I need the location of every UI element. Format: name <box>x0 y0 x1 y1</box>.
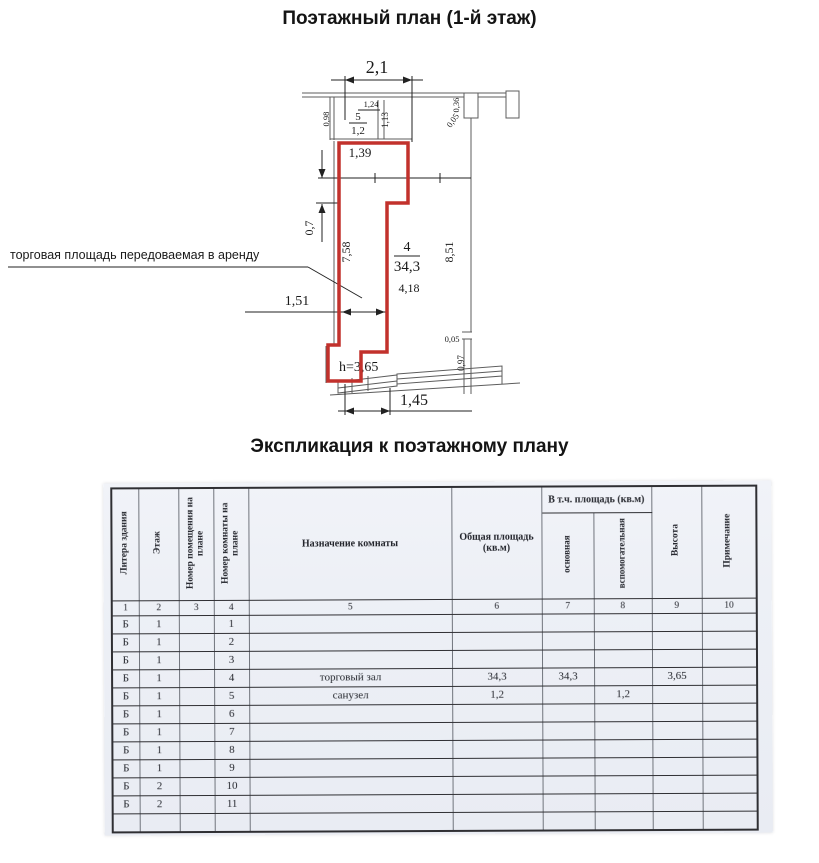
small-room-area: 1,2 <box>351 125 365 137</box>
table-cell <box>452 632 542 650</box>
table-cell: 9 <box>214 759 249 777</box>
table-cell <box>453 812 543 831</box>
explication-title: Экспликация к поэтажному плану <box>250 436 569 457</box>
small-room-number: 5 <box>355 111 361 123</box>
column-number-cell: 1 <box>112 600 139 615</box>
table-cell <box>702 667 757 685</box>
table-cell <box>542 613 594 631</box>
table-cell <box>452 614 542 632</box>
table-cell: Б <box>112 723 139 741</box>
table-cell <box>250 794 453 813</box>
table-cell <box>652 739 702 757</box>
table-cell <box>542 631 594 649</box>
table-cell <box>542 649 594 667</box>
table-cell <box>179 705 214 723</box>
table-cell <box>179 723 214 741</box>
table-cell <box>594 613 652 631</box>
table-cell <box>249 740 452 759</box>
table-cell <box>249 632 452 651</box>
table-cell <box>702 649 757 667</box>
table-cell <box>542 703 594 721</box>
table-cell <box>652 613 702 631</box>
table-cell: Б <box>112 759 139 777</box>
table-cell <box>594 739 652 757</box>
table-cell: 1 <box>139 705 179 723</box>
explication-scan <box>103 481 773 836</box>
column-number-cell: 4 <box>214 600 249 615</box>
table-cell: Б <box>113 777 140 795</box>
table-cell: 2 <box>140 777 180 795</box>
col-header-incl-area: В т.ч. площадь (кв.м) <box>541 486 651 512</box>
table-cell: 1 <box>214 615 249 633</box>
table-cell: торговый зал <box>249 668 452 687</box>
dim-097: 0,97 <box>456 355 466 371</box>
table-cell <box>180 795 215 813</box>
dim-bottom-width: 1,45 <box>400 392 428 409</box>
dim-036: 0,36 <box>451 97 461 113</box>
table-cell <box>653 793 703 811</box>
lease-area-label: торговая площадь передоваемая в аренду <box>10 248 260 262</box>
dim-113: 1,13 <box>380 112 390 128</box>
table-cell <box>249 758 452 777</box>
column-number-cell: 5 <box>249 599 452 615</box>
table-cell <box>250 812 453 831</box>
table-cell <box>652 685 702 703</box>
column-number-cell: 9 <box>652 598 702 613</box>
col-header-aux-area: вспомогательная <box>593 512 651 598</box>
height-note: h=3,65 <box>339 360 379 375</box>
table-cell <box>543 793 595 811</box>
table-cell <box>594 757 652 775</box>
table-cell <box>542 685 594 703</box>
table-cell: Б <box>112 633 139 651</box>
table-cell <box>179 669 214 687</box>
table-cell <box>452 740 542 758</box>
explication-rows <box>112 613 758 832</box>
table-row <box>113 811 758 832</box>
table-cell <box>542 739 594 757</box>
table-cell: 1 <box>139 669 179 687</box>
table-cell: 11 <box>215 795 250 813</box>
table-cell <box>179 615 214 633</box>
table-cell: 6 <box>214 705 249 723</box>
table-cell: Б <box>112 687 139 705</box>
table-cell: 2 <box>140 795 180 813</box>
table-cell: 3,65 <box>652 667 702 685</box>
table-cell <box>595 811 653 830</box>
table-cell <box>249 722 452 741</box>
table-cell <box>652 757 702 775</box>
column-number-cell: 8 <box>594 598 652 613</box>
table-cell <box>452 758 542 776</box>
table-cell <box>452 722 542 740</box>
table-cell <box>250 776 453 795</box>
col-header-main-area: основная <box>541 512 593 598</box>
table-cell: Б <box>112 669 139 687</box>
table-cell <box>652 721 702 739</box>
col-header-height: Высота <box>651 486 701 598</box>
table-cell: 34,3 <box>452 668 542 686</box>
table-cell: 4 <box>214 669 249 687</box>
table-cell: 1,2 <box>452 686 542 704</box>
table-cell <box>543 811 595 830</box>
table-cell <box>595 775 653 793</box>
table-cell <box>653 775 703 793</box>
dim-005-bottom: 0,05 <box>444 334 460 344</box>
col-header-premise-no: Номер помещения на плане <box>178 488 213 600</box>
table-cell <box>702 721 757 739</box>
dim-right-height: 8,51 <box>442 241 456 263</box>
table-cell <box>179 741 214 759</box>
table-cell <box>703 775 758 793</box>
column-number-cell: 3 <box>179 600 214 615</box>
room-area: 34,3 <box>393 259 421 275</box>
table-cell: 3 <box>214 651 249 669</box>
table-cell: 2 <box>214 633 249 651</box>
dim-005-top: 0,05 <box>444 111 461 130</box>
explication-table <box>110 485 759 833</box>
dim-left-height: 7,58 <box>339 241 353 263</box>
table-cell <box>453 794 543 812</box>
column-number-cell: 6 <box>452 599 542 614</box>
table-cell <box>542 757 594 775</box>
table-cell <box>702 631 757 649</box>
table-cell <box>179 633 214 651</box>
table-cell: 1 <box>139 615 179 633</box>
table-cell: Б <box>113 795 140 813</box>
table-cell: 1 <box>139 741 179 759</box>
table-cell <box>702 685 757 703</box>
col-header-litera: Литера здания <box>111 488 138 600</box>
column-number-cell: 2 <box>139 600 179 615</box>
table-cell <box>180 777 215 795</box>
table-cell <box>652 631 702 649</box>
col-header-note: Примечание <box>701 486 756 598</box>
table-cell: 1 <box>139 759 179 777</box>
table-cell <box>703 793 758 811</box>
table-cell: 1 <box>139 687 179 705</box>
dim-step-depth: 0,7 <box>302 220 316 236</box>
plan-title: Поэтажный план (1-й этаж) <box>282 8 537 29</box>
table-cell <box>702 703 757 721</box>
table-cell: Б <box>112 741 139 759</box>
table-cell: 8 <box>214 741 249 759</box>
column-number-cell: 10 <box>702 598 757 613</box>
table-cell <box>249 614 452 633</box>
col-header-purpose: Назначение комнаты <box>248 487 451 600</box>
table-cell: Б <box>112 615 139 633</box>
dim-098: 0,98 <box>321 111 331 127</box>
table-cell <box>594 703 652 721</box>
dimension-lines <box>8 76 472 415</box>
table-cell <box>652 649 702 667</box>
table-cell <box>113 813 140 832</box>
column-number-cell: 7 <box>542 598 594 613</box>
room-number: 4 <box>403 240 411 255</box>
table-cell: 34,3 <box>542 667 594 685</box>
table-cell: санузел <box>249 686 452 705</box>
table-cell <box>594 631 652 649</box>
dim-418: 4,18 <box>398 281 420 295</box>
table-cell: 7 <box>214 723 249 741</box>
table-cell <box>652 703 702 721</box>
dim-124: 1,24 <box>363 99 379 109</box>
table-cell <box>542 721 594 739</box>
dim-top-width: 2,1 <box>365 57 389 77</box>
table-cell <box>179 759 214 777</box>
table-cell <box>595 793 653 811</box>
table-cell <box>452 704 542 722</box>
table-cell: 1,2 <box>594 685 652 703</box>
table-cell: Б <box>112 651 139 669</box>
table-cell <box>249 704 452 723</box>
col-header-room-no: Номер комнаты на плане <box>213 488 248 600</box>
table-cell <box>140 813 180 832</box>
col-header-total-area: Общая площадь (кв.м) <box>451 487 541 599</box>
table-cell <box>702 613 757 631</box>
dim-corridor-width: 1,51 <box>284 294 310 309</box>
table-cell: 1 <box>139 651 179 669</box>
table-cell: 5 <box>214 687 249 705</box>
table-cell <box>703 811 758 830</box>
table-cell: 1 <box>139 723 179 741</box>
table-cell <box>653 811 703 830</box>
table-cell <box>594 721 652 739</box>
table-cell <box>215 813 250 832</box>
table-cell <box>180 813 215 832</box>
table-cell <box>249 650 452 669</box>
table-cell: 1 <box>139 633 179 651</box>
table-cell: 10 <box>215 777 250 795</box>
table-cell <box>179 687 214 705</box>
table-cell <box>702 739 757 757</box>
table-cell <box>179 651 214 669</box>
table-cell <box>594 649 652 667</box>
table-cell <box>594 667 652 685</box>
table-cell <box>543 775 595 793</box>
dim-inner-top-width: 1,39 <box>348 145 372 160</box>
table-cell <box>702 757 757 775</box>
table-cell <box>452 650 542 668</box>
table-cell <box>453 776 543 794</box>
building-walls <box>302 91 520 395</box>
table-cell: Б <box>112 705 139 723</box>
col-header-floor: Этаж <box>138 488 178 600</box>
